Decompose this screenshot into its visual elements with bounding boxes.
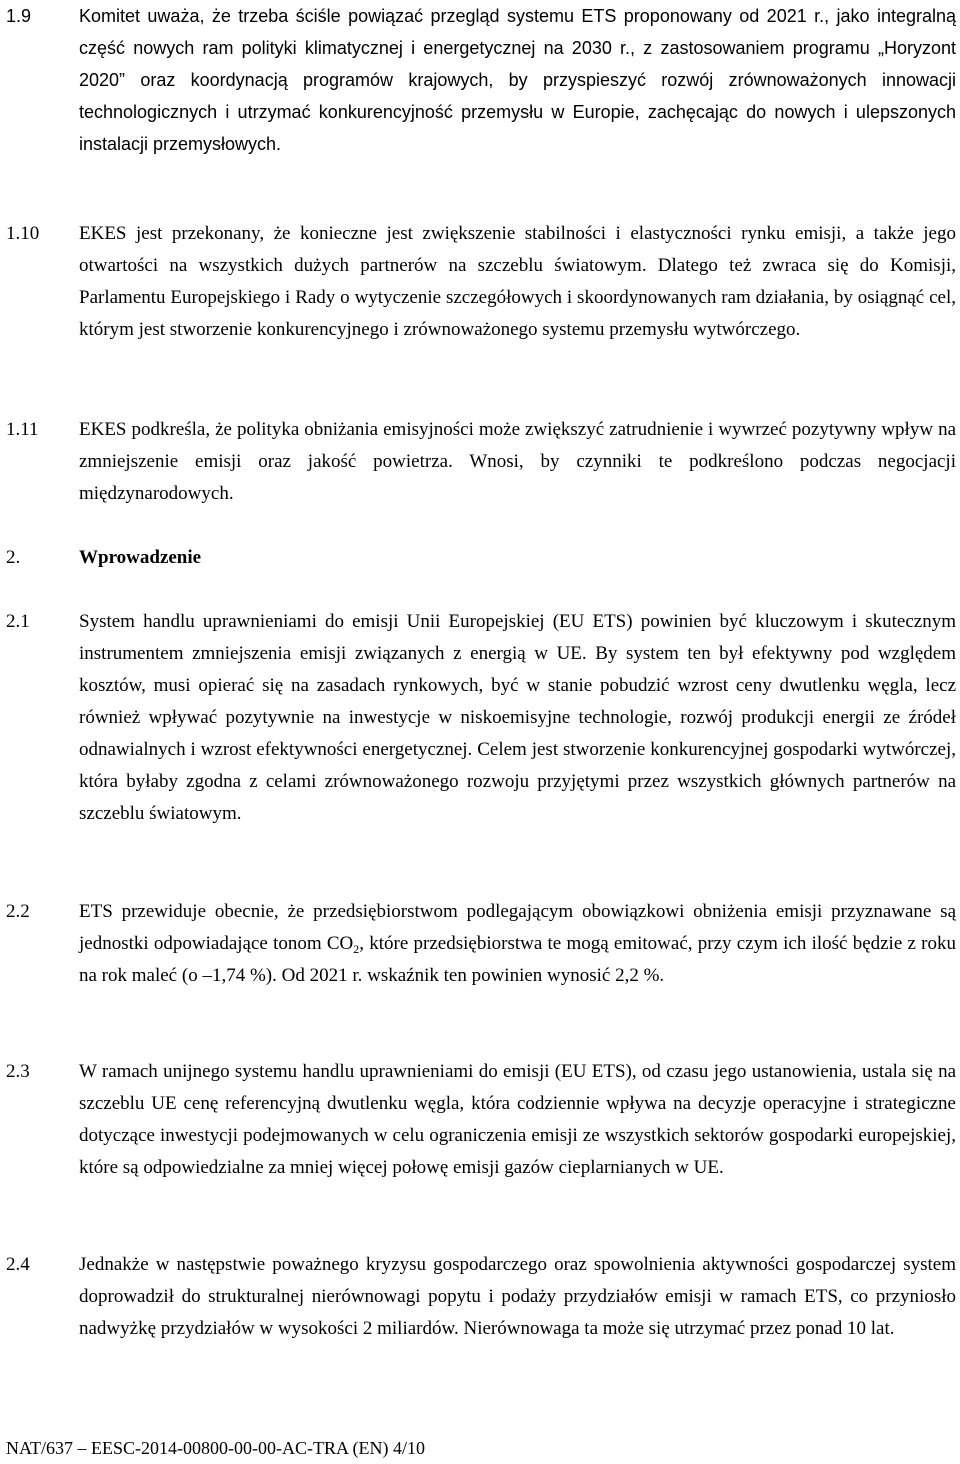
paragraph-2-3	[6, 1056, 956, 1184]
section-title: Wprowadzenie	[79, 547, 202, 568]
page-footer: NAT/637 – EESC-2014-00800-00-00-AC-TRA (EN) 4/10	[6, 1438, 425, 1458]
paragraph-number: 2.4	[6, 1254, 30, 1275]
paragraph-text-before: ETS przewiduje obecnie, że przedsiębiorstwom podlegającym obowiązkowi obniżenia emisji przyznawane są jednostki odpowiadające tonom CO	[79, 901, 956, 954]
paragraph-text-after: , które przedsiębiorstwa te mogą emitować, przy czym ich ilość będzie z roku na rok maleć (o –1,74 %). Od 2021 r. wskaźnik ten powinien wynosić 2,2 %.	[79, 933, 956, 986]
paragraph-number: 2.3	[6, 1061, 30, 1082]
paragraph-number: 2.1	[6, 611, 30, 632]
paragraph-2-2	[6, 896, 956, 992]
paragraph-number: 1.9	[6, 6, 32, 26]
paragraph-text: EKES podkreśla, że polityka obniżania emisyjności może zwiększyć zatrudnienie i wywrzeć pozytywny wpływ na zmniejszenie emisji oraz jakość powietrza. Wnosi, by czynniki te podkreślono podczas negocjacji międzynarodowych.	[79, 419, 956, 504]
paragraph-1-10	[6, 218, 956, 346]
paragraph-2-4	[6, 1249, 956, 1345]
paragraph-number: 1.10	[6, 223, 40, 244]
paragraph-text: EKES jest przekonany, że konieczne jest zwiększenie stabilności i elastyczności rynku emisji, a także jego otwartości na wszystkich dużych partnerów na szczeblu światowym. Dlatego też zwraca się do Komisji, Parlamentu Europejskiego i Rady o wytyczenie szczegółowych i skoordynowanych ram działania, by osiągnąć cel, którym jest stworzenie konkurencyjnego i zrównoważonego systemu przemysłu wytwórczego.	[79, 223, 956, 340]
paragraph-text: W ramach unijnego systemu handlu uprawnieniami do emisji (EU ETS), od czasu jego ustanowienia, ustala się na szczeblu UE cenę referencyjną dwutlenku węgla, która codziennie wpływa na decyzje operacyjne i strategiczne dotyczące inwestycji podejmowanych w celu ograniczenia emisji ze wszystkich sektorów gospodarki europejskiej, które są odpowiedzialne za mniej więcej połowę emisji gazów cieplarnianych w UE.	[79, 1061, 956, 1178]
paragraph-text: Komitet uważa, że trzeba ściśle powiązać przegląd systemu ETS proponowany od 2021 r., jako integralną część nowych ram polityki klimatycznej i energetycznej na 2030 r., z zastosowaniem programu „Horyzont 2020” oraz koordynacją programów krajowych, by przyspieszyć rozwój zrównoważonych innowacji technologicznych i utrzymać konkurencyjność przemysłu w Europie, zachęcając do nowych i ulepszonych instalacji przemysłowych.	[79, 6, 956, 154]
section-heading	[6, 542, 201, 574]
paragraph-number: 1.11	[6, 419, 39, 440]
paragraph-text: System handlu uprawnieniami do emisji Unii Europejskiej (EU ETS) powinien być kluczowym i skutecznym instrumentem zmniejszenia emisji związanych z energią w UE. By system ten był efektywny pod względem kosztów, musi opierać się na zasadach rynkowych, być w stanie pobudzić wzrost ceny dwutlenku węgla, lecz również wpływać pozytywnie na inwestycje w niskoemisyjne technologie, rozwój produkcji energii ze źródeł odnawialnych i wzrost efektywności energetycznej. Celem jest stworzenie konkurencyjnej gospodarki wytwórczej, która byłaby zgodna z celami zrównoważonego rozwoju przyjętymi przez wszystkich głównych partnerów na szczeblu światowym.	[79, 611, 956, 824]
subscript: 2	[353, 942, 360, 956]
paragraph-1-11	[6, 414, 956, 510]
paragraph-2-1	[6, 606, 956, 830]
paragraph-number: 2.2	[6, 901, 30, 922]
paragraph-text	[79, 896, 956, 992]
section-number: 2.	[6, 547, 21, 568]
paragraph-1-9	[6, 0, 956, 160]
paragraph-text: Jednakże w następstwie poważnego kryzysu gospodarczego oraz spowolnienia aktywności gospodarczej system doprowadził do strukturalnej nierównowagi popytu i podaży przydziałów emisji w ramach ETS, co przyniosło nadwyżkę przydziałów w wysokości 2 miliardów. Nierównowaga ta może się utrzymać przez ponad 10 lat.	[79, 1254, 956, 1339]
